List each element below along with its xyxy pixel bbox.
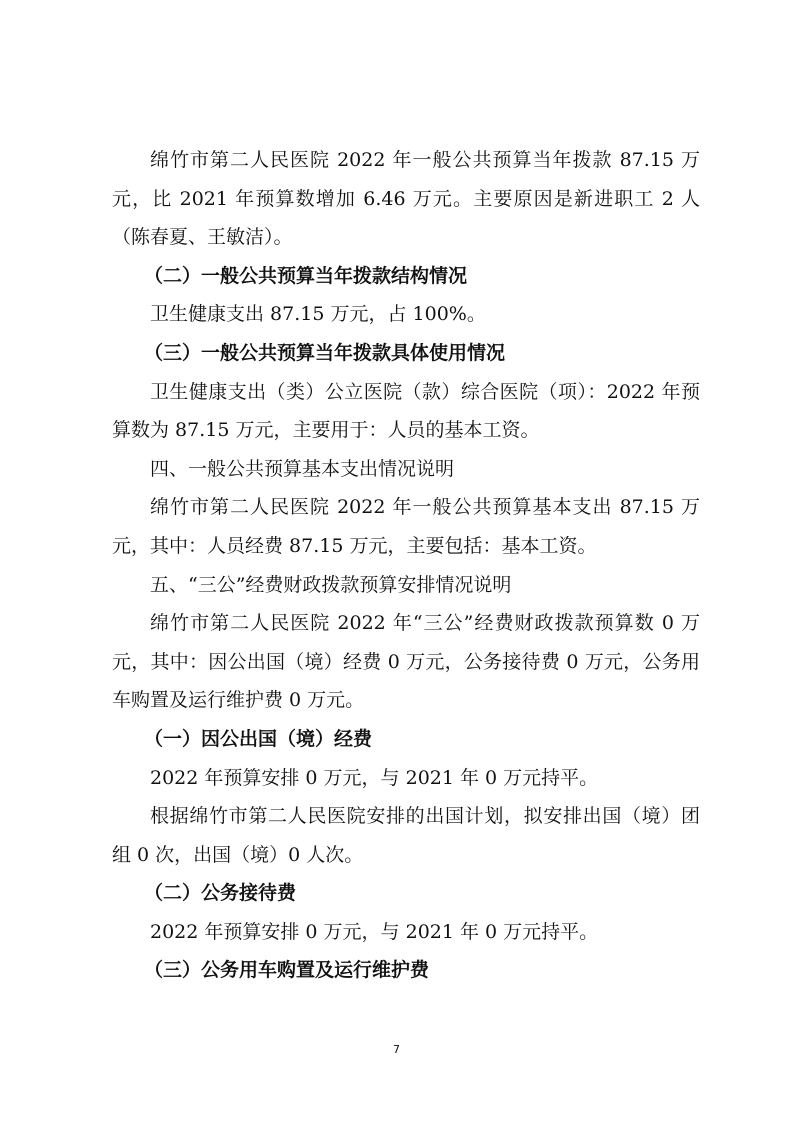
paragraph-overseas-plan: 根据绵竹市第二人民医院安排的出国计划，拟安排出国（境）团组 0 次，出国（境）0 人次。 bbox=[112, 805, 700, 866]
paragraph-overseas-budget: 2022 年预算安排 0 万元，与 2021 年 0 万元持平。 bbox=[150, 766, 599, 789]
document-body bbox=[112, 141, 700, 990]
heading-official-reception: （二）公务接待费 bbox=[144, 882, 297, 905]
paragraph-basic-expenditure: 绵竹市第二人民医院 2022 年一般公共预算基本支出 87.15 万元，其中：人员经费 87.15 万元，主要包括：基本工资。 bbox=[112, 496, 700, 557]
page-number: 7 bbox=[393, 1043, 400, 1056]
heading-three-public-expenses: 五、“三公”经费财政拨款预算安排情况说明 bbox=[150, 573, 512, 596]
paragraph-usage-detail: 卫生健康支出（类）公立医院（款）综合医院（项）：2022 年预算数为 87.15 万元，主要用于：人员的基本工资。 bbox=[112, 380, 700, 442]
heading-official-vehicles: （三）公务用车购置及运行维护费 bbox=[144, 959, 430, 982]
heading-allocation-structure: （二）一般公共预算当年拨款结构情况 bbox=[144, 264, 468, 287]
paragraph-budget-allocation: 绵竹市第二人民医院 2022 年一般公共预算当年拨款 87.15 万元，比 2021 年预算数增加 6.46 万元。主要原因是新进职工 2 人（陈春夏、王敏洁）。 bbox=[112, 149, 700, 249]
heading-allocation-usage: （三）一般公共预算当年拨款具体使用情况 bbox=[144, 341, 506, 364]
paragraph-health-expenditure: 卫生健康支出 87.15 万元，占 100%。 bbox=[150, 303, 486, 326]
paragraph-reception-budget: 2022 年预算安排 0 万元，与 2021 年 0 万元持平。 bbox=[150, 920, 599, 943]
heading-overseas-travel: （一）因公出国（境）经费 bbox=[144, 727, 373, 750]
heading-basic-expenditure: 四、一般公共预算基本支出情况说明 bbox=[150, 457, 455, 480]
paragraph-three-public-expenses: 绵竹市第二人民医院 2022 年“三公”经费财政拨款预算数 0 万元，其中：因公出国（境）经费 0 万元，公务接待费 0 万元，公务用车购置及运行维护费 0 万元。 bbox=[112, 612, 700, 712]
